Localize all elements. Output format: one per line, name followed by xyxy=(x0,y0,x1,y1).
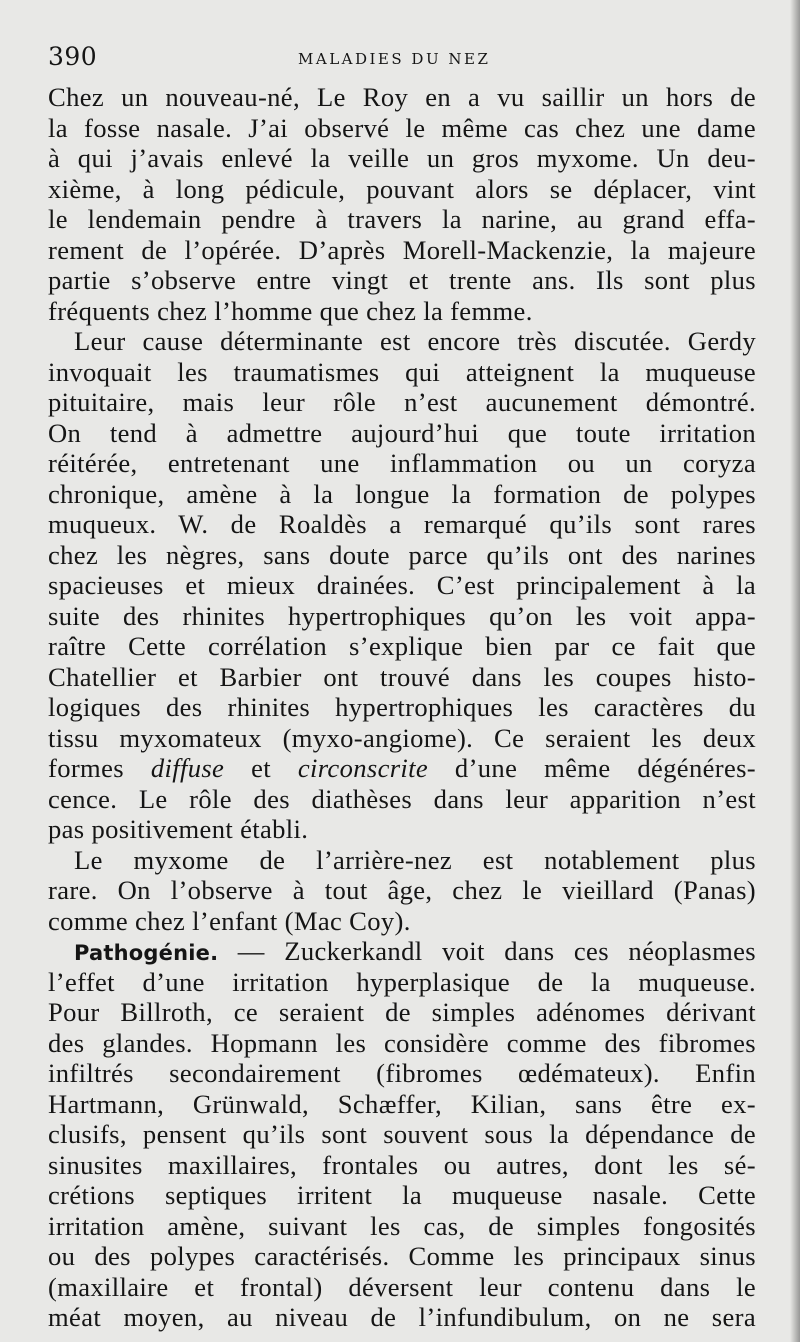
text-line: le lendemain pendre à travers la narine, au grand effa- xyxy=(48,204,756,234)
text-line: chronique, amène à la longue la formation de polypes xyxy=(48,478,756,509)
text-line: muqueux. W. de Roaldès a remarqué qu’ils sont rares xyxy=(48,509,756,539)
heading-line xyxy=(48,936,756,967)
line-segment: formes xyxy=(48,753,151,783)
text-line: méat moyen, au niveau de l’infundibulum, on ne sera xyxy=(48,1302,756,1332)
text-line: fréquents chez l’homme que chez la femme. xyxy=(48,295,533,326)
text-line: réitérée, entretenant une inflammation ou un coryza xyxy=(48,448,756,478)
text-line: raître Cette corrélation s’explique bien par ce fait que xyxy=(48,631,756,661)
text-line: Chatellier et Barbier ont trouvé dans les coupes histo- xyxy=(48,661,756,692)
text-line-with-italics xyxy=(48,753,756,784)
text-line: spacieuses et mieux drainées. C’est principalement à la xyxy=(48,570,756,600)
text-line: sinusites maxillaires, frontales ou autres, dont les sé- xyxy=(48,1149,756,1180)
text-line: logiques des rhinites hypertrophiques les caractères du xyxy=(48,692,756,722)
text-line: irritation amène, suivant les cas, de simples fongosités xyxy=(48,1210,756,1241)
italic-term-diffuse: diffuse xyxy=(150,753,225,783)
section-heading: Pathogénie. xyxy=(74,941,219,965)
text-line: Pour Billroth, ce seraient de simples adénomes dérivant xyxy=(48,997,756,1027)
text-line: crétions septiques irritent la muqueuse nasale. Cette xyxy=(48,1180,756,1210)
page-number: 390 xyxy=(48,42,98,71)
text-line: suite des rhinites hypertrophiques qu’on les voit appa- xyxy=(48,600,756,631)
text-line: pas positivement établi. xyxy=(48,814,309,844)
text-line: Le myxome de l’arrière-nez est notablement plus xyxy=(74,844,756,875)
text-line: cence. Le rôle des diathèses dans leur apparition n’est xyxy=(48,783,756,814)
text-line: Leur cause déterminante est encore très discutée. Gerdy xyxy=(74,326,756,356)
line-segment: et xyxy=(224,753,298,783)
text-line: rement de l’opérée. D’après Morell-Mackenzie, la majeure xyxy=(48,234,756,265)
page-header xyxy=(48,38,756,82)
text-line: Chez un nouveau-né, Le Roy en a vu saillir un hors de xyxy=(48,82,756,112)
text-line: l’effet d’une irritation hyperplasique de la muqueuse. xyxy=(48,966,756,997)
text-line: tissu myxomateux (myxo-angiome). Ce seraient les deux xyxy=(48,722,756,753)
text-line: comme chez l’enfant (Mac Coy). xyxy=(48,905,411,936)
text-line: pituitaire, mais leur rôle n’est aucunement démontré. xyxy=(48,387,756,417)
text-line: des glandes. Hopmann les considère comme des fibromes xyxy=(48,1027,756,1058)
italic-term-circonscrite: circonscrite xyxy=(297,753,429,783)
text-line: à qui j’avais enlevé la veille un gros myxome. Un deu- xyxy=(48,143,756,173)
running-title: MALADIES DU NEZ xyxy=(298,50,491,68)
text-line: ou des polypes caractérisés. Comme les principaux sinus xyxy=(48,1241,756,1271)
text-line: invoquait les traumatismes qui atteignent la muqueuse xyxy=(48,356,756,387)
text-line: On tend à admettre aujourd’hui que toute irritation xyxy=(48,417,756,448)
text-line: (maxillaire et frontal) déversent leur contenu dans le xyxy=(48,1271,756,1302)
text-line: rare. On l’observe à tout âge, chez le vieillard (Panas) xyxy=(48,875,756,905)
text-line: partie s’observe entre vingt et trente ans. Ils sont plus xyxy=(48,265,756,295)
heading-line-text: — Zuckerkandl voit dans ces néoplasmes xyxy=(218,936,756,966)
body-text xyxy=(48,82,756,1333)
text-line: chez les nègres, sans doute parce qu’ils ont des narines xyxy=(48,539,756,570)
text-line: Hartmann, Grünwald, Schæffer, Kilian, sans être ex- xyxy=(48,1088,756,1119)
text-line: infiltrés secondairement (fibromes œdémateux). Enfin xyxy=(48,1058,756,1088)
line-segment: d’une même dégénéres- xyxy=(428,753,756,783)
page-edge-shadow xyxy=(790,0,800,1342)
text-line: clusifs, pensent qu’ils sont souvent sous la dépendance de xyxy=(48,1119,756,1149)
text-line: la fosse nasale. J’ai observé le même cas chez une dame xyxy=(48,112,756,143)
text-line: xième, à long pédicule, pouvant alors se déplacer, vint xyxy=(48,173,756,204)
